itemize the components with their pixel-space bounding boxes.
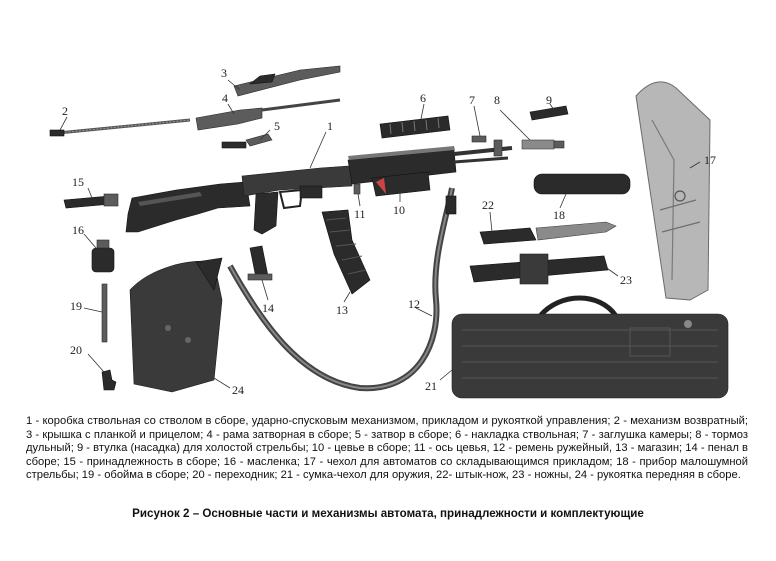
part-stripper-clip	[102, 284, 107, 342]
label-22: 22	[482, 198, 494, 212]
label-8: 8	[494, 93, 500, 107]
part-magazine	[322, 210, 370, 294]
label-23: 23	[620, 273, 632, 287]
label-21: 21	[425, 379, 437, 393]
label-13: 13	[336, 303, 348, 317]
part-bolt	[222, 134, 272, 148]
part-blank-adaptor	[530, 106, 568, 120]
label-11: 11	[354, 207, 366, 221]
part-weapon-bag	[452, 298, 728, 398]
part-return-mechanism	[50, 120, 190, 136]
label-24: 24	[232, 383, 244, 397]
label-3: 3	[221, 66, 227, 80]
label-17: 17	[704, 153, 716, 167]
label-14: 14	[262, 301, 274, 315]
label-7: 7	[469, 93, 475, 107]
label-16: 16	[72, 223, 84, 237]
figure-caption: Рисунок 2 – Основные части и механизмы автомата, принадлежности и комплектующие	[132, 507, 644, 520]
part-bolt-carrier	[196, 100, 340, 130]
part-barrel-cover	[380, 116, 450, 138]
parts-legend: 1 - коробка ствольная со стволом в сборе, ударно-спусковым механизмом, прикладом и рукояткой управления; 2 - механизм возвратный; 3 - крышка с планкой и прицелом; 4 - рама затворная в сборе; 5 - затвор в сборе; 6 - накладка ствольная; 7 - заглушка камеры; 8 - тормоз дульный; 9 - втулка (насадка) для холостой стрельбы; 10 - цевье в сборе; 11 - ось цевья, 12 - ремень ружейный, 13 - магазин; 14 - пенал в сборе; 15 - принадлежность в сборе; 16 - масленка; 17 - чехол для автоматов со складывающимся прикладом; 18 - прибор малошумной стрельбы; 19 - обойма в сборе; 20 - переходник; 21 - сумка-чехол для оружия, 22- штык-нож, 23 - ножны, 24 - рукоятка передняя в сборе.	[26, 415, 748, 482]
part-receiver-assembly	[126, 140, 512, 234]
label-5: 5	[274, 119, 280, 133]
label-2: 2	[62, 104, 68, 118]
label-20: 20	[70, 343, 82, 357]
part-handguard-pin	[354, 184, 360, 194]
label-9: 9	[546, 93, 552, 107]
part-oiler	[92, 240, 114, 272]
label-18: 18	[553, 208, 565, 222]
part-scabbard	[470, 254, 608, 284]
label-6: 6	[420, 91, 426, 105]
part-muzzle-brake	[522, 140, 564, 149]
label-4: 4	[222, 91, 228, 105]
label-15: 15	[72, 175, 84, 189]
part-adapter	[102, 370, 116, 390]
part-front-grip-pouch	[130, 258, 222, 392]
part-bayonet	[480, 222, 616, 244]
part-chamber-plug	[472, 136, 486, 142]
label-19: 19	[70, 299, 82, 313]
part-rifle-cover	[636, 82, 710, 300]
label-10: 10	[393, 203, 405, 217]
label-1: 1	[327, 119, 333, 133]
part-case	[248, 246, 272, 280]
part-receiver-cover	[234, 66, 340, 96]
label-12: 12	[408, 297, 420, 311]
part-suppressor	[534, 174, 630, 194]
